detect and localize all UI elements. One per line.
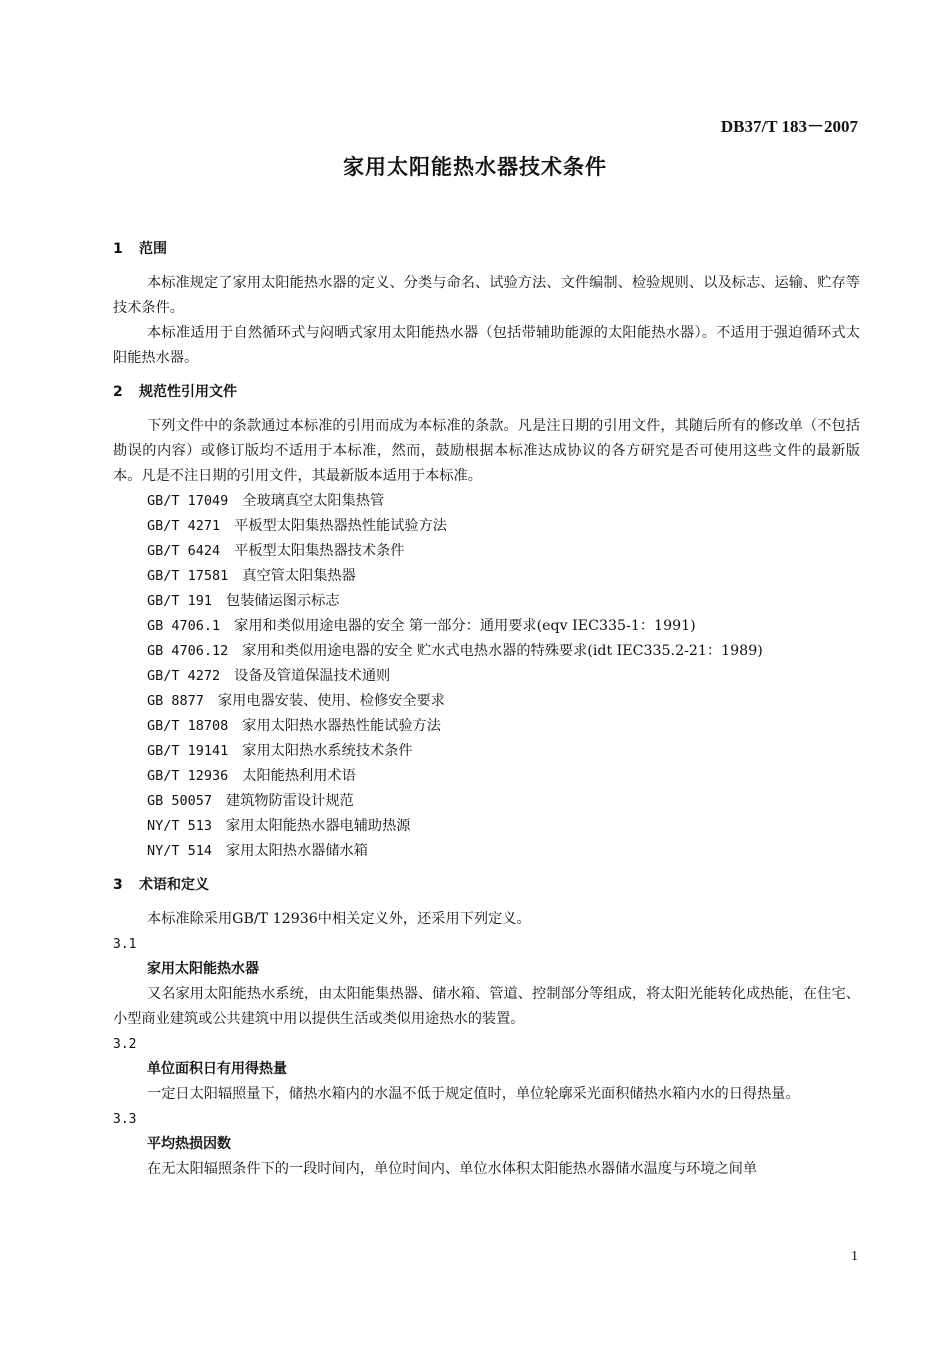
reference-code: GB/T 12936 [147,768,229,784]
reference-item [147,839,860,864]
section-3-heading [113,872,860,899]
reference-code: GB/T 4272 [147,668,221,684]
term-heading: 平均热损因数 [147,1136,231,1152]
reference-code: NY/T 513 [147,818,213,834]
term-heading: 单位面积日有用得热量 [147,1061,287,1077]
subsection-number: 3.1 [113,937,137,952]
reference-title: 家用和类似用途电器的安全 贮水式电热水器的特殊要求(idt IEC335.2-21：1989) [242,643,763,659]
reference-item [147,489,860,514]
section-number: 3 [113,877,123,893]
term-definition: 在无太阳辐照条件下的一段时间内，单位时间内、单位水体积太阳能热水器储水温度与环境之间单 [147,1161,758,1177]
reference-item [147,614,860,639]
reference-code: GB/T 17581 [147,568,229,584]
reference-title: 家用太阳热水器热性能试验方法 [242,718,441,734]
section-title: 规范性引用文件 [139,384,237,400]
section-1-paragraph-1: 本标准规定了家用太阳能热水器的定义、分类与命名、试验方法、文件编制、检验规则、以及标志、运输、贮存等技术条件。 [113,275,860,316]
reference-code: GB/T 6424 [147,543,221,559]
reference-title: 平板型太阳集热器技术条件 [234,543,405,559]
reference-title: 家用电器安装、使用、检修安全要求 [217,693,445,709]
reference-item [147,664,860,689]
subsection-number: 3.2 [113,1037,137,1052]
reference-title: 设备及管道保温技术通则 [234,668,391,684]
section-1-heading [113,236,860,263]
reference-item [147,789,860,814]
term-definition: 一定日太阳辐照量下，储热水箱内的水温不低于规定值时，单位轮廓采光面积储热水箱内水的日得热量。 [147,1086,800,1102]
section-2-intro: 下列文件中的条款通过本标准的引用而成为本标准的条款。凡是注日期的引用文件，其随后所有的修改单（不包括勘误的内容）或修订版均不适用于本标准，然而，鼓励根据本标准达成协议的各方研究是否可使用这些文件的最新版本。凡是不注日期的引用文件，其最新版本适用于本标准。 [113,418,860,484]
reference-title: 家用太阳能热水器电辅助热源 [226,818,411,834]
term-heading: 家用太阳能热水器 [147,961,259,977]
reference-code: GB 4706.1 [147,618,221,634]
subsection-number: 3.3 [113,1112,137,1127]
reference-code: GB/T 19141 [147,743,229,759]
section-number: 1 [113,241,123,257]
reference-item [147,564,860,589]
reference-item [147,689,860,714]
term-definition: 又名家用太阳能热水系统，由太阳能集热器、储水箱、管道、控制部分等组成，将太阳光能转化成热能，在住宅、小型商业建筑或公共建筑中用以提供生活或类似用途热水的装置。 [113,986,860,1027]
reference-code: GB/T 18708 [147,718,229,734]
document-title: 家用太阳能热水器技术条件 [343,155,607,179]
section-3-intro: 本标准除采用GB/T 12936中相关定义外，还采用下列定义。 [147,911,531,927]
reference-title: 建筑物防雷设计规范 [226,793,354,809]
reference-code: GB/T 4271 [147,518,221,534]
document-code: DB37/T 183－2007 [720,117,858,136]
reference-title: 家用太阳热水器储水箱 [226,843,368,859]
reference-code: NY/T 514 [147,843,213,859]
reference-title: 家用和类似用途电器的安全 第一部分：通用要求(eqv IEC335-1：1991) [234,618,696,634]
reference-code: GB 4706.12 [147,643,229,659]
reference-code: GB/T 191 [147,593,213,609]
reference-title: 太阳能热利用术语 [242,768,356,784]
reference-title: 平板型太阳集热器热性能试验方法 [234,518,447,534]
reference-list [147,489,860,864]
reference-title: 包装储运图示标志 [226,593,340,609]
page-number: 1 [851,1249,858,1264]
reference-item [147,764,860,789]
reference-code: GB 8877 [147,693,204,709]
section-title: 术语和定义 [139,877,209,893]
reference-item [147,739,860,764]
reference-item [147,814,860,839]
reference-item [147,639,860,664]
document-body [113,236,860,1182]
section-1-paragraph-2: 本标准适用于自然循环式与闷晒式家用太阳能热水器（包括带辅助能源的太阳能热水器）。不适用于强迫循环式太阳能热水器。 [113,325,860,366]
reference-item [147,589,860,614]
section-number: 2 [113,384,123,400]
reference-item [147,714,860,739]
reference-title: 家用太阳热水系统技术条件 [242,743,413,759]
reference-title: 真空管太阳集热器 [242,568,356,584]
reference-item [147,514,860,539]
reference-code: GB/T 17049 [147,493,229,509]
section-2-heading [113,379,860,406]
reference-item [147,539,860,564]
reference-code: GB 50057 [147,793,213,809]
section-title: 范围 [139,241,167,257]
reference-title: 全玻璃真空太阳集热管 [242,493,385,509]
